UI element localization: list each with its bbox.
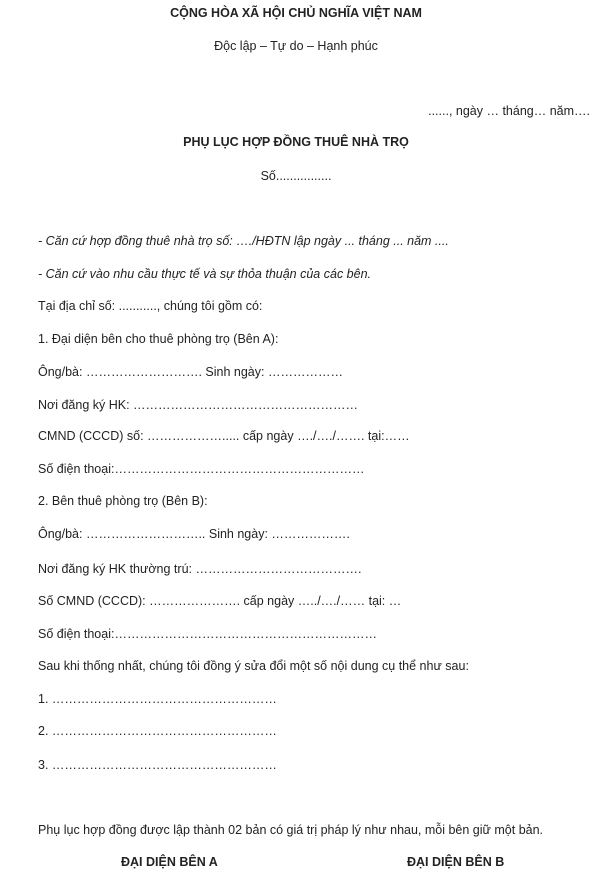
party-b-registration-line: Nơi đăng ký HK thường trú: ………………………………….	[38, 562, 362, 576]
closing-statement: Phụ lục hợp đồng được lập thành 02 bản có giá trị pháp lý như nhau, mỗi bên giữ một bản.	[38, 823, 544, 837]
agreement-intro: Sau khi thống nhất, chúng tôi đồng ý sửa đổi một số nội dung cụ thể như sau:	[38, 659, 469, 673]
national-motto: Độc lập – Tự do – Hạnh phúc	[214, 39, 378, 53]
national-title: CỘNG HÒA XÃ HỘI CHỦ NGHĨA VIỆT NAM	[170, 6, 422, 20]
list-item: 2. ………………………………………………	[38, 724, 277, 738]
party-a-phone-line: Số điện thoại:……………………………………………………	[38, 462, 365, 476]
basis-contract: - Căn cứ hợp đồng thuê nhà trọ số: …./HĐTN lập ngày ... tháng ... năm ....	[38, 234, 449, 248]
party-b-name-line: Ông/bà: ……………………….. Sinh ngày: ……………….	[38, 527, 350, 541]
address-line: Tại địa chỉ số: ..........., chúng tôi gồm có:	[38, 299, 263, 313]
basis-agreement: - Căn cứ vào nhu cầu thực tế và sự thỏa thuận của các bên.	[38, 267, 371, 281]
date-line: ......, ngày … tháng… năm….	[428, 104, 590, 118]
party-b-heading: 2. Bên thuê phòng trọ (Bên B):	[38, 494, 208, 508]
party-b-phone-line: Số điện thoại:………………………………………………………	[38, 627, 377, 641]
party-a-id-line: CMND (CCCD) số: ………………..... cấp ngày …./…./……. tại:……	[38, 429, 410, 443]
party-a-heading: 1. Đại diện bên cho thuê phòng trọ (Bên A):	[38, 332, 279, 346]
list-item: 3. ………………………………………………	[38, 758, 277, 772]
party-a-name-line: Ông/bà: ………………………. Sinh ngày: ………………	[38, 365, 343, 379]
signature-party-b: ĐẠI DIỆN BÊN B	[407, 855, 505, 869]
document-title: PHỤ LỤC HỢP ĐỒNG THUÊ NHÀ TRỌ	[183, 135, 409, 149]
signature-party-a: ĐẠI DIỆN BÊN A	[121, 855, 218, 869]
document-number: Số................	[260, 169, 332, 183]
party-a-registration-line: Nơi đăng ký HK: ………………………………………………	[38, 398, 359, 412]
list-item: 1. ………………………………………………	[38, 692, 277, 706]
party-b-id-line: Số CMND (CCCD): …………………. cấp ngày …../…./…… tại: …	[38, 594, 402, 608]
